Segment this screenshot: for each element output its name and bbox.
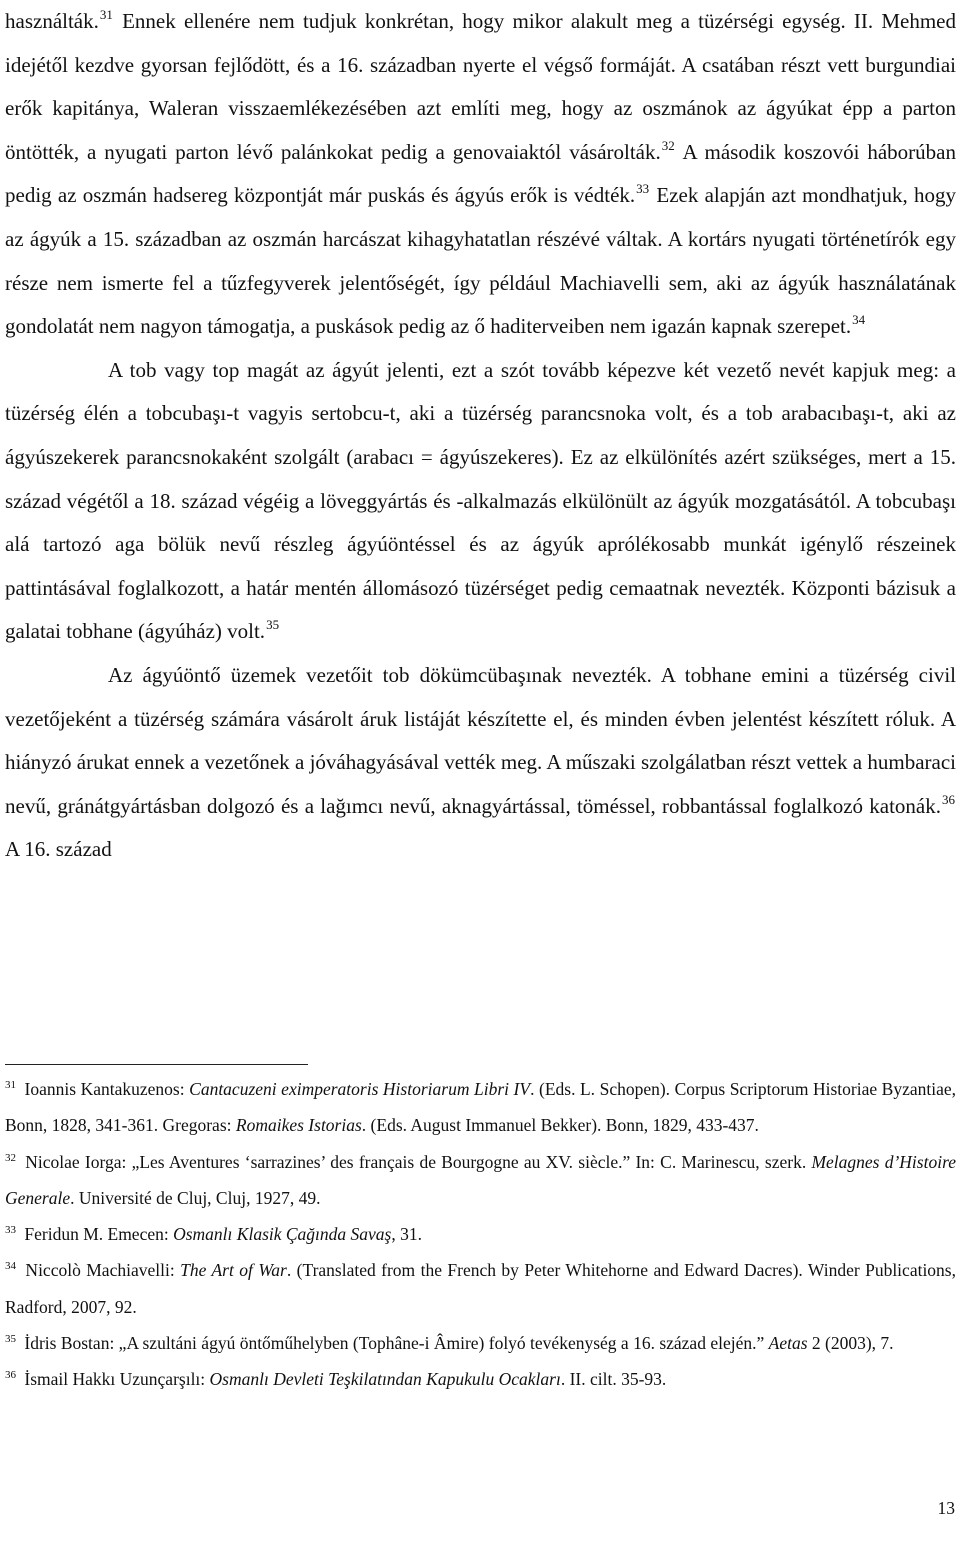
footnote-text: İsmail Hakkı Uzunçarşılı: xyxy=(20,1369,210,1390)
footnote-number: 36 xyxy=(5,1369,16,1382)
text-run: A második koszovói háborúban pedig az oszmán hadsereg központját már puskás és ágyús erők is védték. xyxy=(5,139,956,208)
text-run: Ezek alapján azt mondhatjuk, hogy az ágyúk a 15. században az oszmán harcászat kihagyhatatlan részévé váltak. A kortárs nyugati történetírók egy része nem ismerte fel a tűzfegyverek jelentőségét, így például Machiavelli sem, aki az ágyúk használatának gondolatát nem nagyon támogatja, a puskások pedig az ő haditerveiben nem igazán kapnak szerepet. xyxy=(5,183,956,339)
footnote-title: Cantacuzeni eximperatoris Historiarum Libri IV xyxy=(189,1079,531,1099)
main-text xyxy=(5,0,956,872)
footnote-text: İdris Bostan: „A szultáni ágyú öntőműhelyben (Tophâne-i Âmire) folyó tevékenység a 16. század elején.” xyxy=(20,1333,769,1354)
footnote-title: Osmanlı Devleti Teşkilatından Kapukulu Ocakları xyxy=(209,1369,561,1390)
footnote-text: . II. cilt. 35-93. xyxy=(560,1369,667,1390)
footnote-title: The Art of War xyxy=(180,1260,287,1281)
footnote-ref-36[interactable]: 36 xyxy=(942,791,955,807)
footnote-35 xyxy=(5,1325,956,1361)
footnote-text: Niccolò Machiavelli: xyxy=(20,1260,181,1281)
footnotes xyxy=(5,1071,956,1398)
text-run: A 16. század xyxy=(5,837,112,862)
paragraph-2 xyxy=(5,349,956,654)
footnote-ref-33[interactable]: 33 xyxy=(636,181,650,197)
footnote-text: Feridun M. Emecen: xyxy=(20,1224,174,1245)
footnote-title: Romaikes Istorias xyxy=(235,1115,362,1136)
footnote-34 xyxy=(5,1252,956,1325)
paragraph-3 xyxy=(5,654,956,872)
footnote-separator xyxy=(5,1064,308,1065)
text-run: használták. xyxy=(5,9,99,33)
paragraph-1 xyxy=(5,0,956,349)
footnote-number: 33 xyxy=(5,1224,16,1237)
footnote-number: 34 xyxy=(5,1260,16,1273)
footnote-text: . (Translated from the French by Peter Whitehorne and Edward Dacres). Winder Publications, Radford, 2007, 92. xyxy=(5,1260,956,1317)
footnote-ref-35[interactable]: 35 xyxy=(266,617,280,633)
footnote-text: . (Eds. L. Schopen). Corpus Scriptorum Historiae Byzantiae, Bonn, 1828, 341-361. Gregoras: xyxy=(5,1079,957,1136)
footnote-33 xyxy=(5,1216,956,1252)
footnote-ref-32[interactable]: 32 xyxy=(661,137,675,153)
text-run: Az ágyúöntő üzemek vezetőit tob dökümcübaşınak nevezték. A tobhane emini a tüzérség civil vezetőjeként a tüzérség számára vásárolt áruk listáját készítette el, és minden évben jelentést készített róluk. A hiányzó árukat ennek a vezetőnek a jóváhagyásával vették meg. A műszaki szolgálatban részt vettek a humbaraci nevű, gránátgyártásban dolgozó és a lağımcı nevű, aknagyártással, töméssel, robbantással foglalkozó katonák. xyxy=(5,662,956,818)
footnote-title: Melagnes d’Histoire Generale xyxy=(5,1151,956,1208)
footnote-ref-31[interactable]: 31 xyxy=(99,7,113,22)
footnote-title: Aetas xyxy=(768,1333,808,1354)
footnote-title: Osmanlı Klasik Çağında Savaş xyxy=(173,1224,392,1245)
text-run: A tob vagy top magát az ágyút jelenti, ezt a szót tovább képezve két vezető nevét kapjuk meg: a tüzérség élén a tobcubaşı-t vagyis sertobcu-t, aki a tüzérség parancsnoka volt, és a tob arabacıbaşı-t, aki az ágyúszekerek parancsnokaként szolgált (arabacı = ágyúszekeres). Ez az elkülönítés azért szükséges, mert a 15. század végétől a 18. század végéig a löveggyártás és -alkalmazás elkülönült az ágyúk mozgatásától. A tobcubaşı alá tartozó aga bölük nevű részleg ágyúöntéssel és az ágyúk aprólékosabb munkát igénylő részeinek pattintásával foglalkozott, a határ mentén állomásozó tüzérséget pedig cemaatnak nevezték. Központi bázisuk a galatai tobhane (ágyúház) volt. xyxy=(5,357,956,644)
footnote-text: . (Eds. August Immanuel Bekker). Bonn, 1829, 433-437. xyxy=(361,1115,759,1136)
footnote-31 xyxy=(5,1071,956,1144)
footnote-text: , 31. xyxy=(391,1224,422,1245)
footnote-text: . Université de Cluj, Cluj, 1927, 49. xyxy=(70,1187,321,1208)
footnote-36 xyxy=(5,1361,956,1397)
footnote-text: Ioannis Kantakuzenos: xyxy=(20,1079,190,1099)
footnote-text: 2 (2003), 7. xyxy=(807,1333,894,1354)
footnote-32 xyxy=(5,1144,956,1217)
footnote-number: 31 xyxy=(5,1079,16,1091)
text-run: Ennek ellenére nem tudjuk konkrétan, hogy mikor alakult meg a tüzérségi egység. II. Mehmed idejétől kezdve gyorsan fejlődött, és a 16. században nyerte el végső formáját. A csatában részt vett burgundiai erők kapitánya, Waleran visszaemlékezésében azt említi meg, hogy az oszmánok az ágyúkat épp a parton öntötték, a nyugati parton lévő palánkokat pedig a genovaiaktól vásárolták. xyxy=(5,9,956,164)
footnote-number: 32 xyxy=(5,1151,16,1164)
page-number: 13 xyxy=(937,1498,955,1518)
footnote-ref-34[interactable]: 34 xyxy=(852,312,866,328)
footnote-number: 35 xyxy=(5,1333,16,1346)
footnote-text: Nicolae Iorga: „Les Aventures ‘sarrazines’ des français de Bourgogne au XV. siècle.” In: C. Marinescu, szerk. xyxy=(20,1151,812,1172)
